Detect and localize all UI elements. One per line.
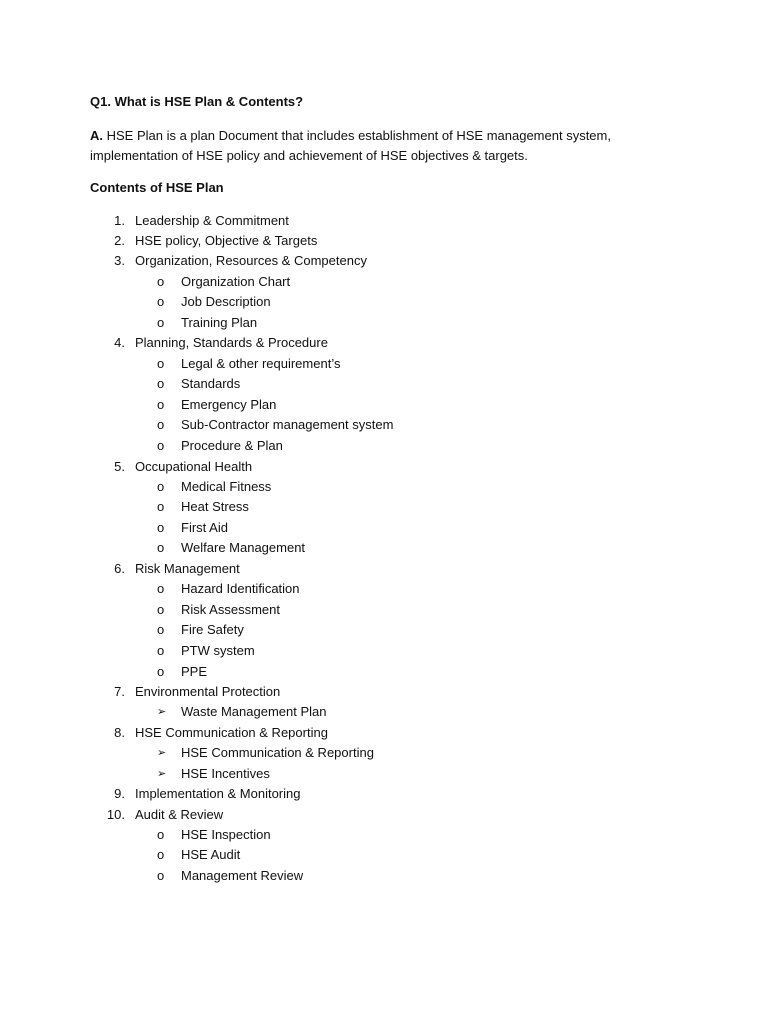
- sub-list-item-label: Emergency Plan: [181, 396, 277, 412]
- sub-list-item-label: Fire Safety: [181, 622, 244, 638]
- list-item: [0, 723, 768, 743]
- list-item: [0, 231, 768, 251]
- list-item-number: 2.: [114, 233, 125, 249]
- sub-list-item: [0, 415, 768, 436]
- contents-heading: Contents of HSE Plan: [90, 180, 224, 195]
- sub-list-item: [0, 662, 768, 683]
- list-item: [0, 211, 768, 231]
- sub-list-item: [0, 764, 768, 785]
- circle-bullet-icon: o: [157, 519, 165, 535]
- sub-list-item-label: Job Description: [181, 294, 271, 310]
- circle-bullet-icon: o: [157, 601, 165, 617]
- sub-list-item: [0, 743, 768, 764]
- sub-list-item-label: HSE Incentives: [181, 765, 270, 781]
- sub-list-item: [0, 538, 768, 559]
- list-item-label: Leadership & Commitment: [135, 213, 289, 228]
- sub-list-item-label: Procedure & Plan: [181, 437, 283, 453]
- circle-bullet-icon: o: [157, 540, 165, 556]
- list-item-number: 8.: [114, 725, 125, 740]
- list-item: [0, 333, 768, 353]
- answer-paragraph: [90, 126, 690, 166]
- sub-list-item: [0, 374, 768, 395]
- sub-list-item: [0, 292, 768, 313]
- sub-list-item-label: Organization Chart: [181, 273, 291, 289]
- sub-list-item-label: Waste Management Plan: [181, 704, 327, 720]
- list-item: [0, 805, 768, 825]
- circle-bullet-icon: o: [157, 622, 165, 638]
- sub-list-item: [0, 641, 768, 662]
- sub-list-item: [0, 866, 768, 887]
- sub-list-item: [0, 845, 768, 866]
- list-item-label: HSE policy, Objective & Targets: [135, 233, 318, 249]
- answer-lead: A.: [90, 128, 103, 143]
- list-item-label: Environmental Protection: [135, 684, 281, 700]
- sub-list-item: [0, 395, 768, 416]
- list-item-label: Organization, Resources & Competency: [135, 253, 367, 269]
- sub-list-item: [0, 600, 768, 621]
- circle-bullet-icon: o: [157, 294, 165, 310]
- answer-text: HSE Plan is a plan Document that includes establishment of HSE management system, implementation of HSE policy and achievement of HSE objectives & targets.: [90, 128, 611, 163]
- list-item: [0, 559, 768, 579]
- sub-list-item-label: Welfare Management: [181, 540, 306, 556]
- list-item: [0, 457, 768, 477]
- list-item-number: 6.: [114, 561, 125, 577]
- list-item-number: 9.: [114, 786, 125, 802]
- list-item: [0, 784, 768, 804]
- sub-list-item: [0, 477, 768, 498]
- question-heading: Q1. What is HSE Plan & Contents?: [90, 94, 304, 109]
- sub-list-item-label: Medical Fitness: [181, 478, 272, 494]
- sub-list-item-label: Heat Stress: [181, 499, 249, 515]
- circle-bullet-icon: o: [157, 847, 165, 863]
- circle-bullet-icon: o: [157, 273, 165, 289]
- circle-bullet-icon: o: [157, 581, 165, 597]
- circle-bullet-icon: o: [157, 867, 165, 883]
- circle-bullet-icon: o: [157, 355, 165, 371]
- list-item-number: 10.: [106, 806, 125, 822]
- arrow-bullet-icon: ➢: [157, 706, 167, 719]
- list-item-label: Risk Management: [135, 561, 240, 577]
- sub-list-item: [0, 579, 768, 600]
- circle-bullet-icon: o: [157, 437, 165, 453]
- sub-list-item-label: Risk Assessment: [181, 601, 280, 617]
- sub-list-item-label: Hazard Identification: [181, 581, 300, 597]
- circle-bullet-icon: o: [157, 643, 165, 659]
- arrow-bullet-icon: ➢: [157, 747, 167, 760]
- list-item-number: 3.: [114, 253, 125, 269]
- sub-list-item: [0, 620, 768, 641]
- circle-bullet-icon: o: [157, 314, 165, 330]
- list-item-number: 5.: [114, 458, 125, 474]
- circle-bullet-icon: o: [157, 499, 165, 515]
- sub-list-item-label: Management Review: [181, 867, 304, 883]
- sub-list-item: [0, 497, 768, 518]
- sub-list-item: [0, 825, 768, 846]
- sub-list-item: [0, 354, 768, 375]
- list-item-label: Implementation & Monitoring: [135, 786, 301, 802]
- sub-list-item: [0, 436, 768, 457]
- sub-list-item: [0, 272, 768, 293]
- list-item-label: HSE Communication & Reporting: [135, 725, 328, 740]
- sub-list-item-label: PTW system: [181, 643, 255, 659]
- list-item-label: Audit & Review: [135, 806, 224, 822]
- list-item-number: 7.: [114, 684, 125, 700]
- circle-bullet-icon: o: [157, 663, 165, 679]
- sub-list-item: [0, 518, 768, 539]
- sub-list-item: [0, 702, 768, 723]
- list-item-label: Planning, Standards & Procedure: [135, 335, 328, 351]
- list-item-number: 1.: [114, 213, 125, 228]
- sub-list-item-label: HSE Communication & Reporting: [181, 745, 374, 761]
- circle-bullet-icon: o: [157, 396, 165, 412]
- sub-list-item-label: Legal & other requirement’s: [181, 355, 341, 371]
- sub-list-item-label: HSE Audit: [181, 847, 241, 863]
- list-item-label: Occupational Health: [135, 458, 253, 474]
- circle-bullet-icon: o: [157, 826, 165, 842]
- list-item: [0, 682, 768, 702]
- list-item-number: 4.: [114, 335, 125, 351]
- sub-list-item-label: HSE Inspection: [181, 826, 271, 842]
- contents-list: [0, 211, 768, 887]
- sub-list-item-label: First Aid: [181, 519, 228, 535]
- sub-list-item-label: Training Plan: [181, 314, 258, 330]
- sub-list-item: [0, 313, 768, 334]
- circle-bullet-icon: o: [157, 376, 165, 392]
- sub-list-item-label: Sub-Contractor management system: [181, 417, 394, 433]
- list-item: [0, 251, 768, 271]
- circle-bullet-icon: o: [157, 417, 165, 433]
- arrow-bullet-icon: ➢: [157, 767, 167, 780]
- sub-list-item-label: PPE: [181, 663, 208, 679]
- sub-list-item-label: Standards: [181, 376, 241, 392]
- circle-bullet-icon: o: [157, 478, 165, 494]
